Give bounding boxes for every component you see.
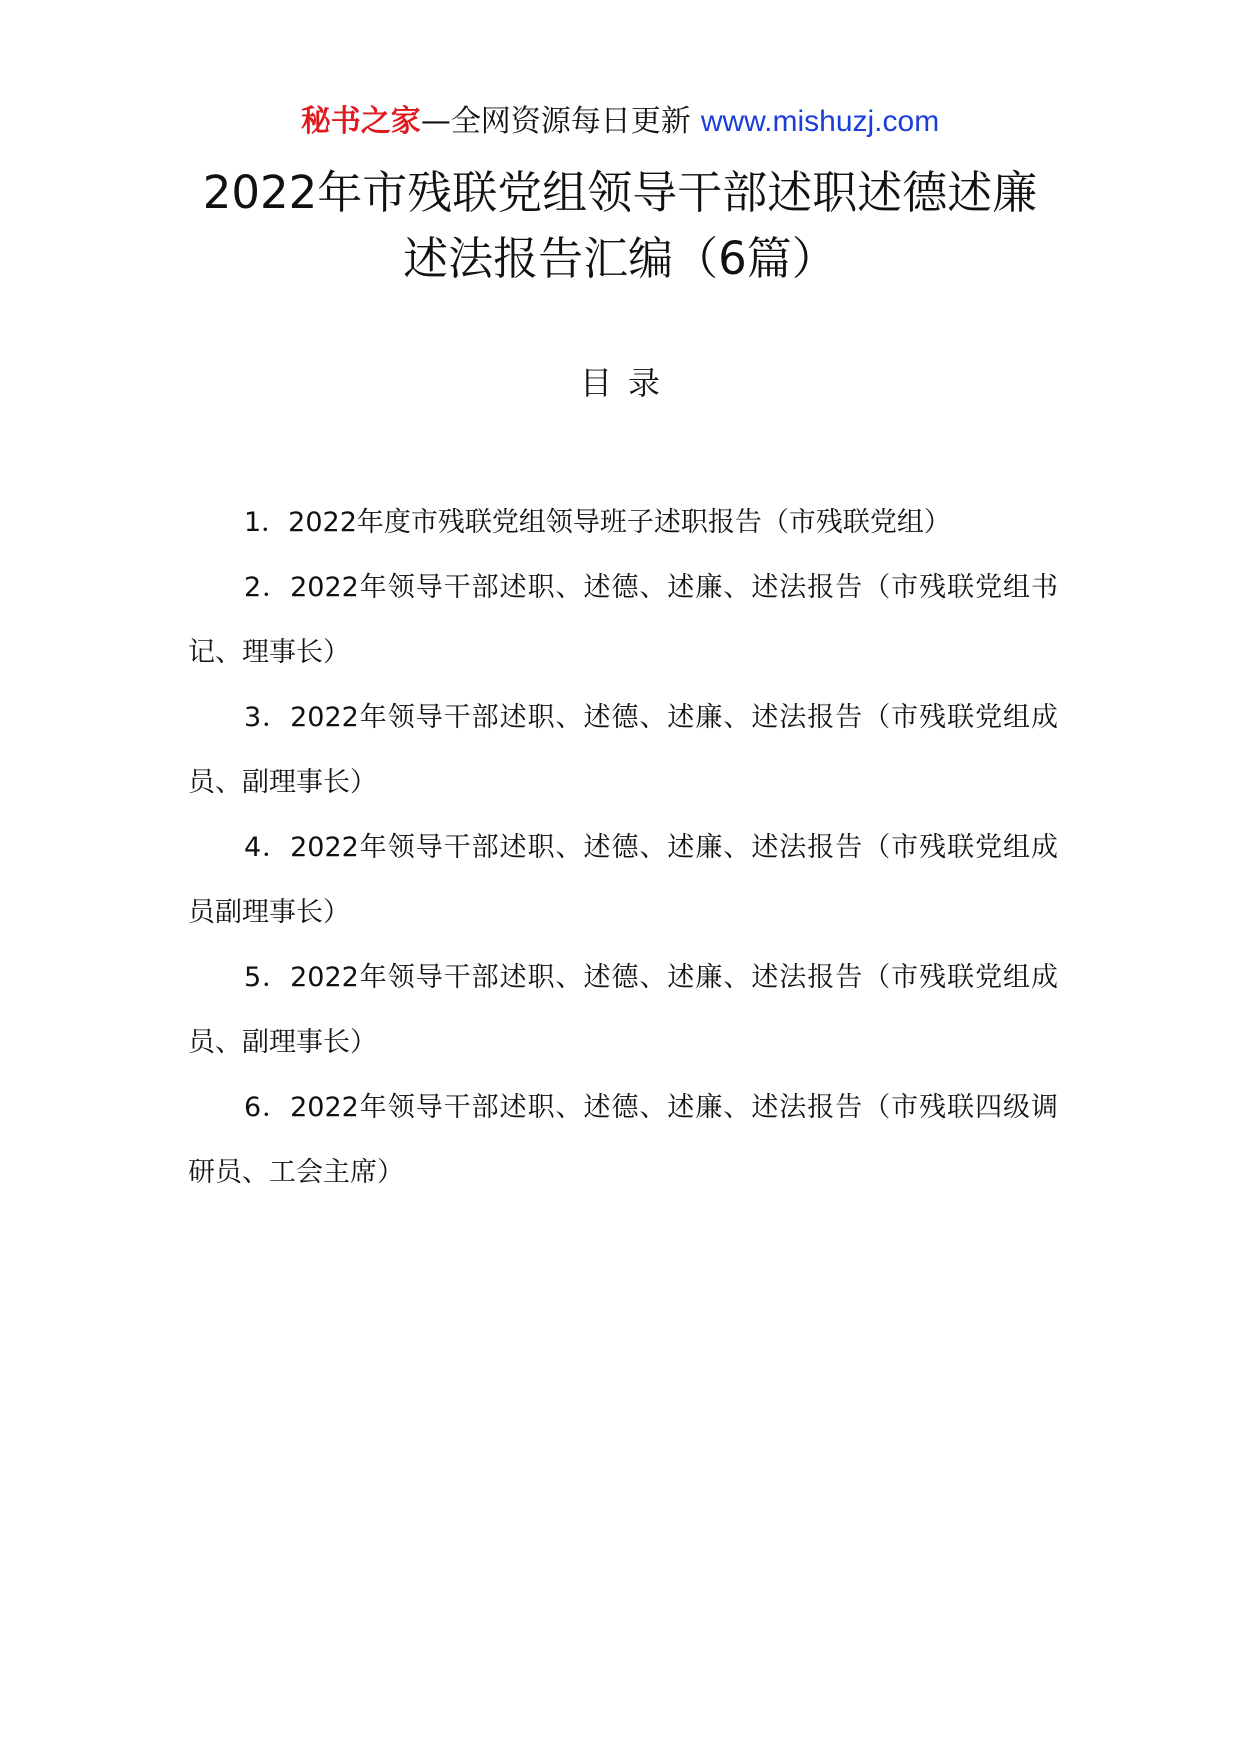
toc-heading: 目录	[579, 364, 676, 402]
toc-item[interactable]: 2．2022年领导干部述职、述德、述廉、述法报告（市残联党组书记、理事长）	[188, 572, 1058, 668]
toc-item[interactable]: 3．2022年领导干部述职、述德、述廉、述法报告（市残联党组成员、副理事长）	[188, 702, 1058, 798]
brand-name: 秘书之家	[300, 104, 421, 139]
site-header	[0, 100, 1240, 144]
document-title-line-2: 述法报告汇编（6篇）	[403, 232, 837, 285]
document-title	[0, 160, 1240, 292]
document-title-line-1: 2022年市残联党组领导干部述职述德述廉	[202, 166, 1038, 219]
site-url-link[interactable]: www.mishuzj.com	[700, 105, 940, 138]
toc-item[interactable]: 6．2022年领导干部述职、述德、述廉、述法报告（市残联四级调研员、工会主席）	[188, 1092, 1058, 1188]
toc-item[interactable]: 5．2022年领导干部述职、述德、述廉、述法报告（市残联党组成员、副理事长）	[188, 962, 1058, 1058]
site-slogan: —全网资源每日更新	[420, 104, 691, 139]
table-of-contents	[188, 490, 1058, 1205]
toc-item[interactable]: 1．2022年度市残联党组领导班子述职报告（市残联党组）	[244, 507, 951, 538]
toc-item[interactable]: 4．2022年领导干部述职、述德、述廉、述法报告（市残联党组成员副理事长）	[188, 832, 1058, 928]
